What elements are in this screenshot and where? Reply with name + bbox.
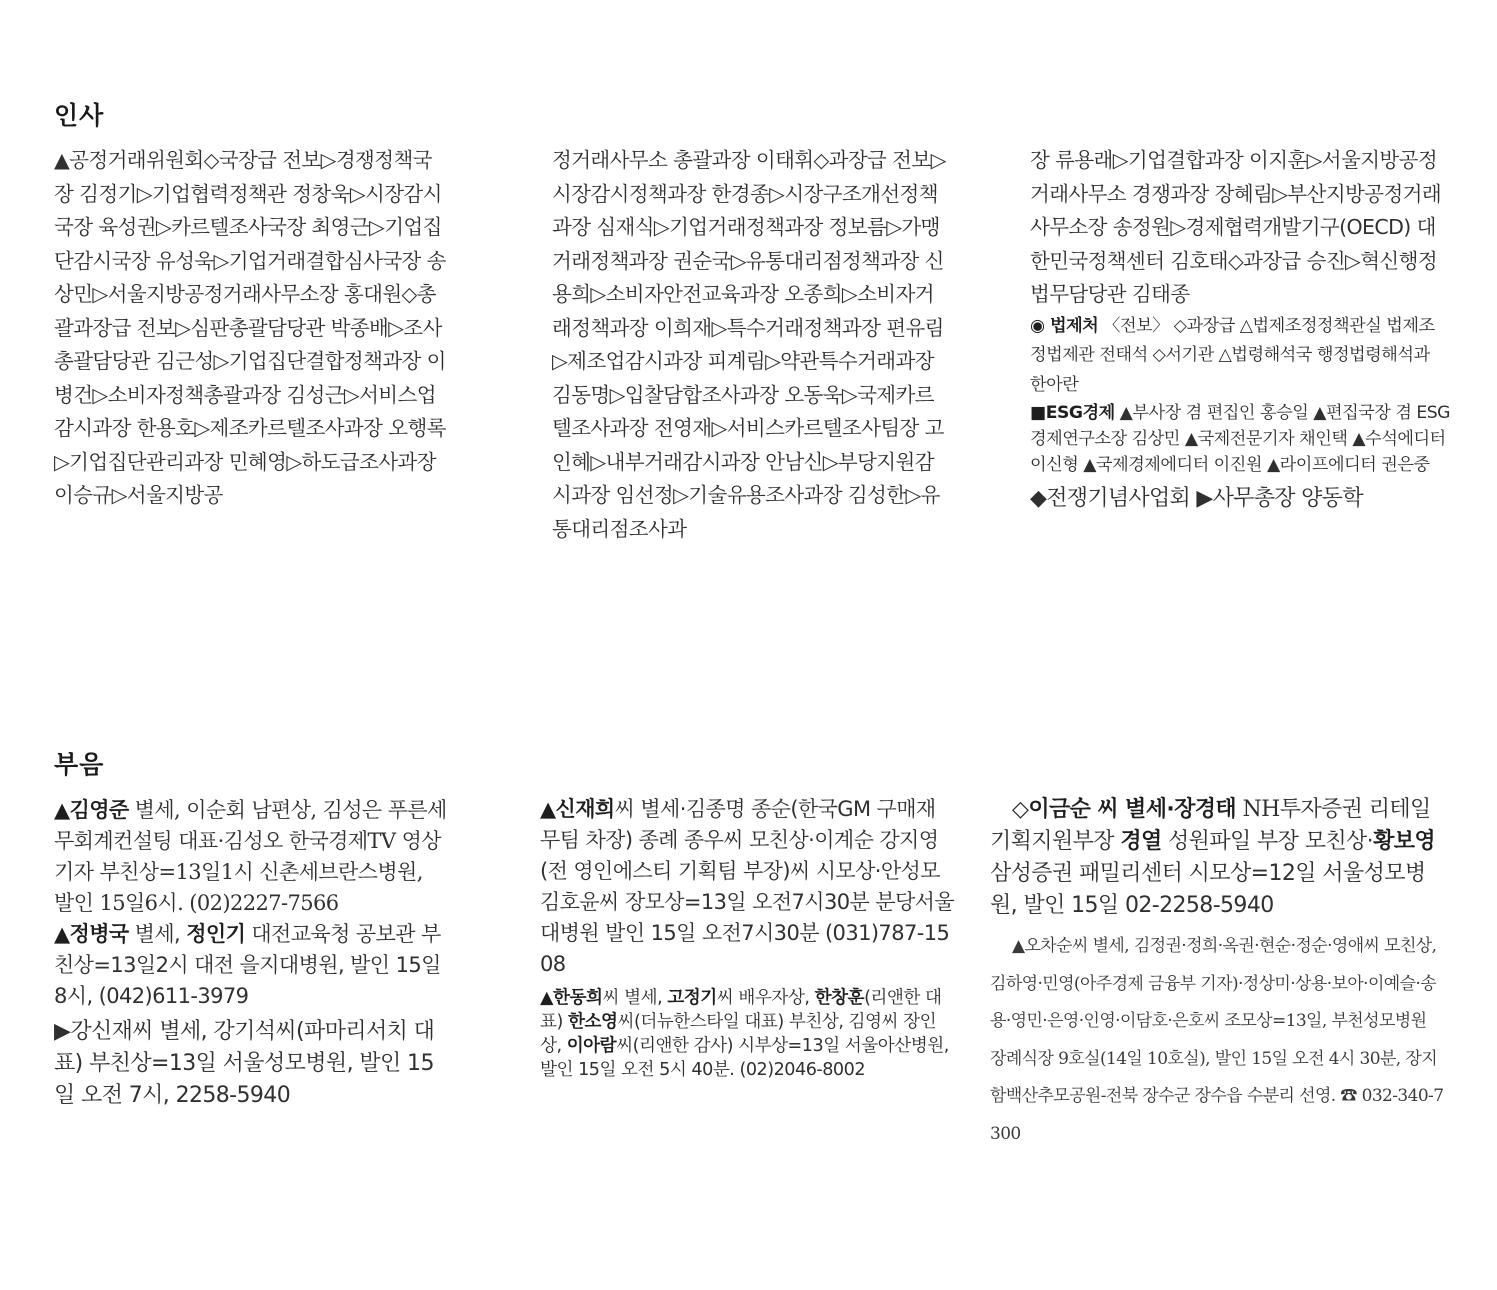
obituary-entry-3: ▶강신재씨 별세, 강기석씨(파마리서치 대표) 부친상=13일 서울성모병원, 발인 15일 오전 7시, 2258-5940 [54, 1019, 435, 1108]
obituary-entry-5-text-c: (리앤한 대표) [540, 988, 942, 1032]
obituary-entry-2-relative: 정인기 [186, 922, 246, 946]
obituary-entry-6 [990, 794, 1445, 922]
personnel-column-3 [1030, 144, 1450, 515]
war-memorial-entry: ◆전쟁기념사업회 ▶사무총장 양동학 [1030, 486, 1363, 511]
esg-body: ▲부사장 겸 편집인 홍승일 ▲편집국장 겸 ESG경제연구소장 김상민 ▲국제전문기자 채인택 ▲수석에디터 이신형 ▲국제경제에디터 이진원 ▲라이프에디터 권은중 [1030, 403, 1451, 475]
obituary-entry-5-child-2: 한소영 [567, 1012, 618, 1032]
obituary-entry-6-text-c: 삼성증권 패밀리센터 시모상=12일 서울성모병원, 발인 15일 02-2258-5940 [990, 861, 1426, 918]
obituary-entry-5 [540, 986, 954, 1082]
obituary-entry-5-text-e: 씨(리앤한 감사) 시부상=13일 서울아산병원, 발인 15일 오전 5시 40분. (02)2046-8002 [540, 1036, 949, 1080]
obituary-entry-6-text-a: NH투자증권 리테일기획지원부장 [990, 797, 1431, 854]
moleg-body: 〈전보〉 ◇과장급 △법제조정정책관실 법제조정법제관 전태석 ◇서기관 △법령해석국 행정법령해석과 한아란 [1030, 315, 1435, 395]
obituary-entry-4 [540, 794, 954, 980]
personnel-column-2: 정거래사무소 총괄과장 이태휘◇과장급 전보▷시장감시정책과장 한경종▷시장구조개선정책과장 심재식▷기업거래정책과장 정보름▷가맹거래정책과장 권순국▷유통대리점정책과장 신용희▷소비자안전교육과장 오종희▷소비자거래정책과장 이희재▷특수거래정책과장 편유림▷제조업감시과장 피계림▷약관특수거래과장 김동명▷입찰담합조사과장 오동욱▷국제카르텔조사과장 전영재▷서비스카르텔조사팀장 고인혜▷내부거래감시과장 안남신▷부당지원감시과장 임선정▷기술유용조사과장 김성한▷유통대리점조사과 [552, 148, 946, 541]
obituary-entry-1-name: ▲김영준 [54, 797, 129, 822]
obituary-entry-6-child-2: 경열 [1120, 829, 1162, 854]
esg-heading: ■ESG경제 [1030, 403, 1115, 423]
obituary-entry-5-spouse: 고정기 [667, 988, 717, 1008]
obituary-entry-5-text-d: 씨(더뉴한스타일 대표) 부친상, 김영씨 장인상, [540, 1012, 937, 1056]
obituary-entry-4-body: 씨 별세·김종명 종순(한국GM 구매재무팀 차장) 종례 종우씨 모친상·이계순 강지영(전 영인에스티 기획팀 부장)씨 시모상·안성모 김호윤씨 장모상=13일 오전7시30분 분당서울대병원 발인 15일 오전7시30분 (031)787-1508 [540, 797, 955, 976]
obituary-entry-2-body: 대전교육청 공보관 부친상=13일2시 대전 을지대병원, 발인 15일8시, (042)611-3979 [54, 922, 441, 1008]
moleg-entry [1030, 312, 1450, 401]
esg-entry [1030, 400, 1450, 478]
personnel-column-1: ▲공정거래위원회◇국장급 전보▷경쟁정책국장 김정기▷기업협력정책관 정창욱▷시장감시국장 육성권▷카르텔조사국장 최영근▷기업집단감시국장 유성욱▷기업거래결합심사국장 송상민▷서울지방공정거래사무소장 홍대원◇총괄과장급 전보▷심판총괄담당관 박종배▷조사총괄담당관 김근성▷기업집단결합정책과장 이병건▷소비자정책총괄과장 김성근▷서비스업감시과장 한용호▷제조카르텔조사과장 오행록▷기업집단관리과장 민혜영▷하도급조사과장 이승규▷서울지방공 [54, 148, 446, 507]
section-title-obituary: 부음 [54, 750, 105, 779]
obituary-entry-5-name: ▲한동희 [540, 988, 603, 1008]
moleg-heading: ◉ 법제처 [1030, 315, 1099, 336]
obituary-entry-2 [54, 919, 448, 1012]
obituary-entry-1 [54, 794, 448, 919]
obituary-entry-4-name: ▲신재희 [540, 797, 615, 821]
obituary-entry-5-text-b: 씨 배우자상, [716, 988, 815, 1008]
obituary-entry-2-text: 별세, [128, 922, 187, 946]
section-title-personnel: 인사 [54, 101, 105, 130]
obituary-entry-5-child-1: 한창훈 [814, 988, 865, 1008]
obituary-column-3 [990, 794, 1445, 1153]
obituary-entry-6-child-3: 황보영 [1373, 829, 1436, 854]
obituary-entry-2-name: ▲정병국 [54, 922, 129, 946]
ftc-continued-text: 장 류용래▷기업결합과장 이지훈▷서울지방공정거래사무소 경쟁과장 장혜림▷부산지방공정거래사무소장 송정원▷경제협력개발기구(OECD) 대한민국정책센터 김호태◇과장급 승진▷혁신행정법무담당관 김태종 [1030, 148, 1442, 306]
obituary-entry-7: ▲오차순씨 별세, 김정권·정희·옥권·현순·정순·영애씨 모친상, 김하영·민영(아주경제 금융부 기자)·정상미·상용·보아·이예슬·송용·영민·은영·인영·이담호·은호씨 조모상=13일, 부천성모병원 장례식장 9호실(14일 10호실), 발인 15일 오전 4시 30분, 장지 함백산추모공원-전북 장수군 장수읍 수분리 선영. ☎ 032-340-7300 [990, 936, 1444, 1144]
obituary-column-2 [540, 794, 954, 1082]
obituary-entry-6-name: ◇이금순 씨 별세·장경태 [1012, 797, 1237, 822]
obituary-column-1 [54, 794, 448, 1112]
obituary-entry-1-body: 별세, 이순회 남편상, 김성은 푸른세무회계컨설팅 대표·김성오 한국경제TV 영상기자 부친상=13일1시 신촌세브란스병원, 발인 15일6시. (02)2227-7566 [54, 798, 447, 915]
obituary-entry-5-text-a: 씨 별세, [602, 988, 668, 1008]
obituary-entry-5-child-3: 이아람 [566, 1036, 617, 1056]
obituary-entry-6-text-b: 성원파일 부장 모친상· [1161, 829, 1374, 854]
